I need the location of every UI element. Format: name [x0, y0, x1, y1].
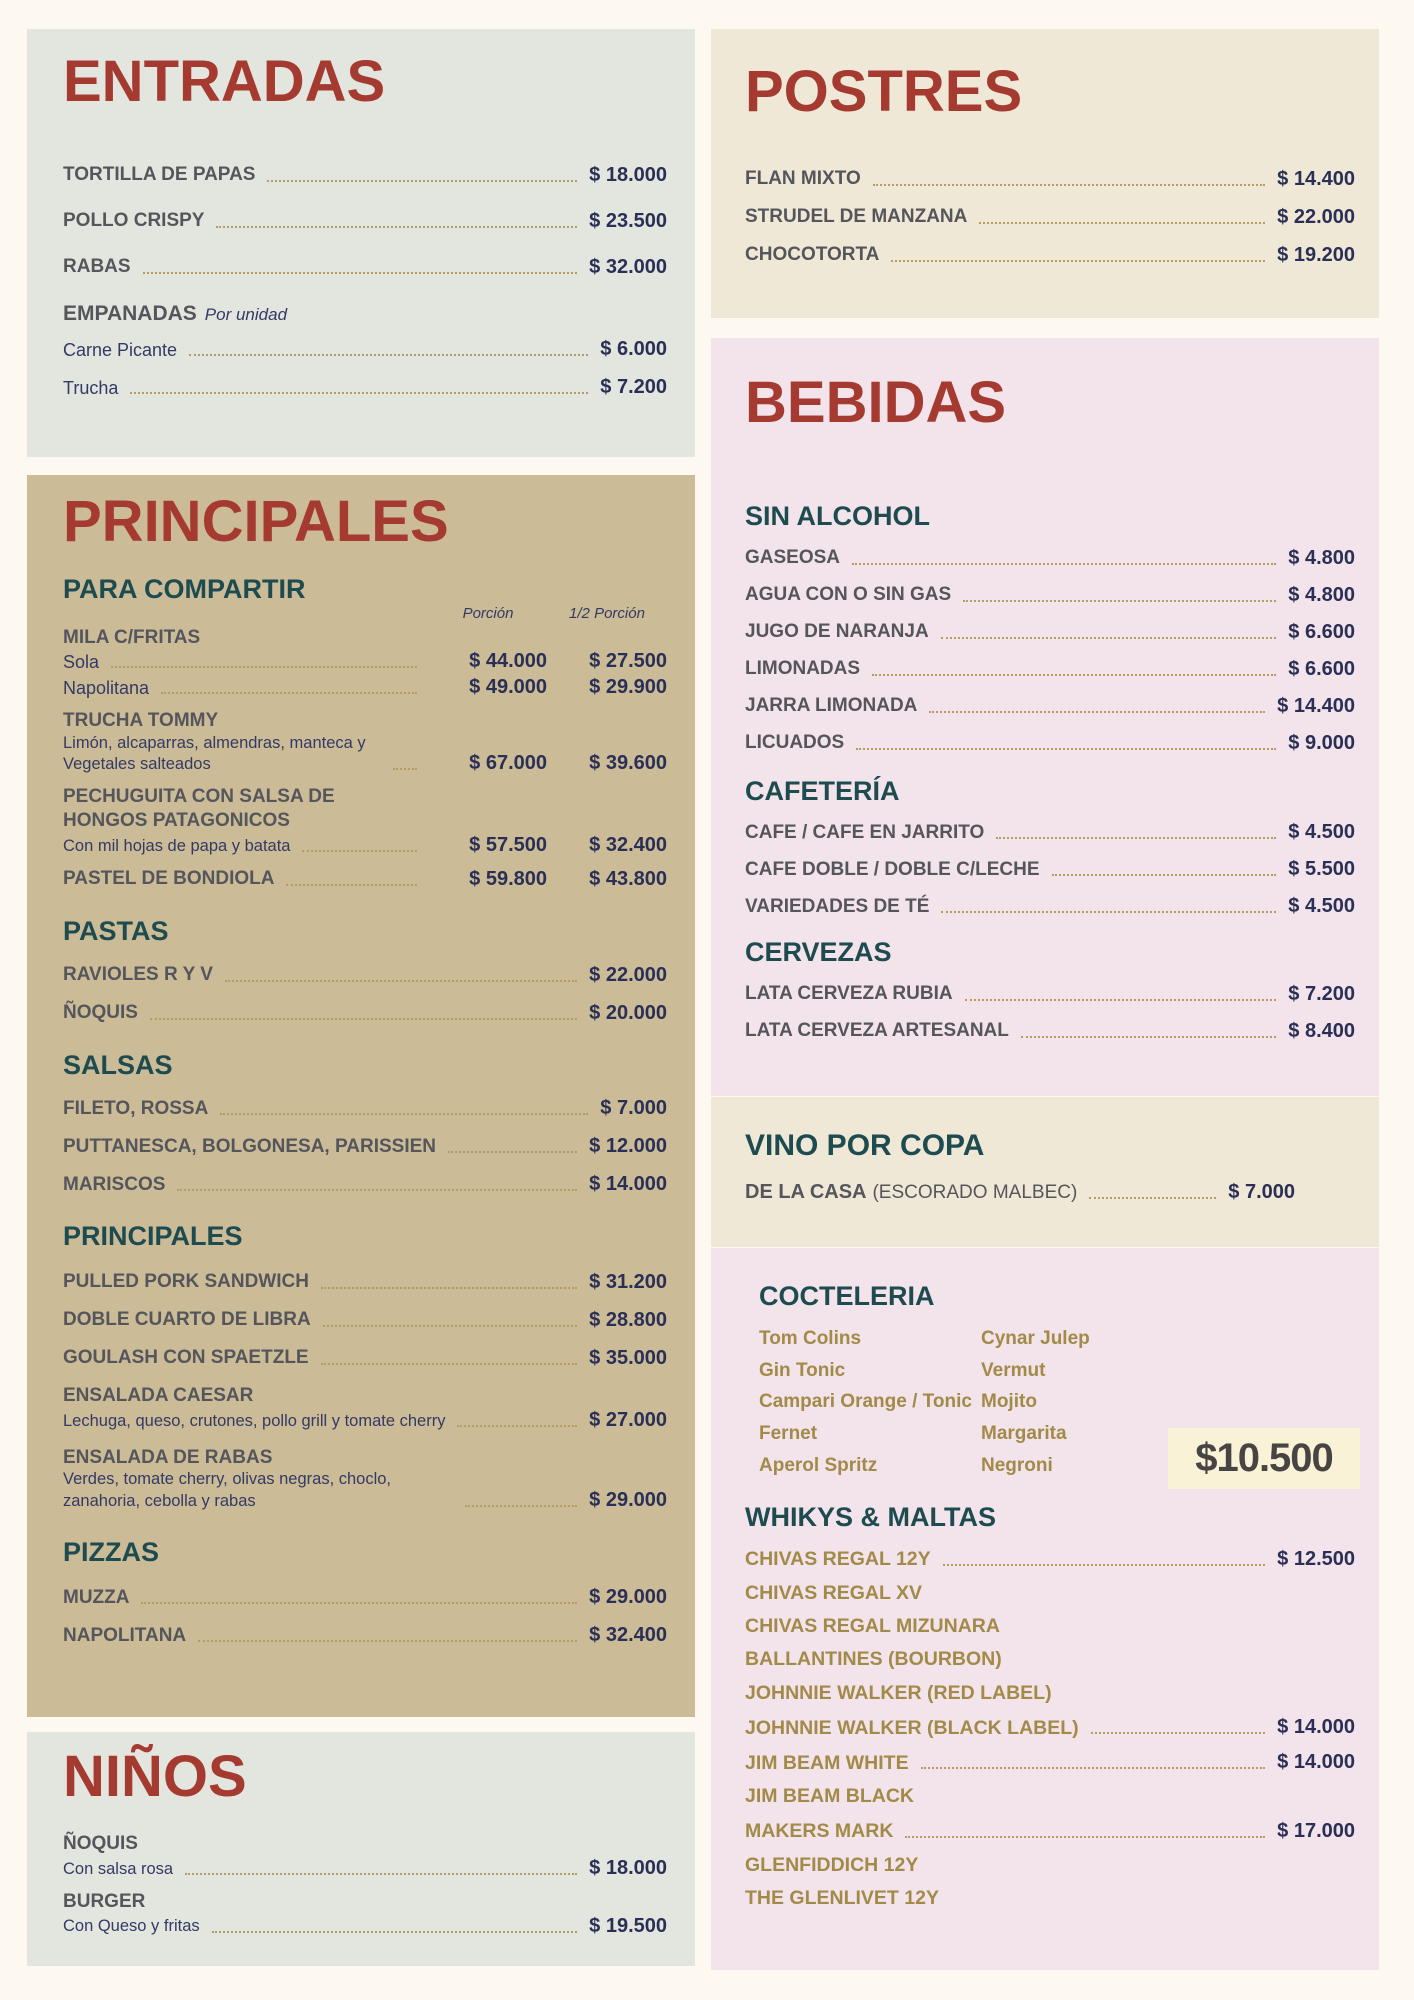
item-name: STRUDEL DE MANZANA	[745, 206, 968, 228]
item-name: JIM BEAM BLACK	[745, 1785, 914, 1808]
menu-item-row	[63, 1408, 667, 1432]
cocktail-item: Vermut	[981, 1359, 1046, 1381]
item-price-full: $ 59.800	[469, 867, 547, 890]
bebidas-title: BEBIDAS	[745, 370, 1007, 435]
item-price: $ 14.000	[1277, 1716, 1355, 1739]
dotted-leader	[448, 1151, 577, 1153]
item-name: JOHNNIE WALKER (RED LABEL)	[745, 1681, 1052, 1704]
dotted-leader	[161, 692, 417, 694]
item-name: MUZZA	[63, 1586, 130, 1608]
item-price: $ 29.000	[589, 1488, 667, 1511]
item-price: $ 14.000	[589, 1173, 667, 1196]
cafeteria-header: CAFETERÍA	[745, 775, 900, 806]
item-name: Trucha	[63, 377, 119, 398]
item-price: $ 12.000	[589, 1135, 667, 1158]
menu-item-row	[745, 1682, 1355, 1704]
item-price: $ 27.000	[589, 1408, 667, 1431]
cervezas-header: CERVEZAS	[745, 937, 892, 968]
dotted-leader	[150, 1018, 577, 1020]
item-price: $ 4.800	[1288, 546, 1355, 569]
menu-item-row	[63, 1001, 667, 1025]
menu-item-row	[745, 894, 1355, 918]
dotted-leader	[996, 837, 1276, 839]
dotted-leader	[143, 272, 578, 274]
dotted-leader	[323, 1325, 577, 1327]
item-price-full: $ 57.500	[469, 833, 547, 856]
menu-item-row	[63, 867, 667, 891]
sin-alcohol-header: SIN ALCOHOL	[745, 501, 930, 531]
dotted-leader	[873, 184, 1265, 186]
ninos-title: NIÑOS	[63, 1744, 247, 1809]
menu-item-row	[745, 1750, 1355, 1774]
cocktail-item: Campari Orange / Tonic	[759, 1391, 972, 1413]
dotted-leader	[941, 911, 1276, 913]
item-name: LICUADOS	[745, 731, 845, 753]
item-price-half: $ 39.600	[589, 752, 667, 775]
item-price: $ 22.000	[1277, 206, 1355, 228]
dotted-leader	[185, 1873, 577, 1875]
menu-item-row	[745, 857, 1355, 881]
menu-item-row	[745, 1582, 1355, 1604]
item-price: $ 6.600	[1288, 657, 1355, 680]
menu-item-row	[745, 731, 1355, 755]
item-name: Carne Picante	[63, 339, 178, 360]
item-price-full: $ 44.000	[469, 650, 547, 673]
menu-item-row	[63, 833, 667, 857]
item-price: $ 32.000	[589, 256, 667, 278]
item-name: FLAN MIXTO	[745, 168, 861, 190]
menu-item-row	[745, 1019, 1355, 1043]
item-name: VARIEDADES DE TÉ	[745, 895, 930, 917]
dotted-leader	[1091, 1732, 1265, 1734]
dotted-leader	[141, 1602, 577, 1604]
item-name: LATA CERVEZA RUBIA	[745, 983, 953, 1005]
menu-item-row	[63, 1172, 667, 1196]
item-name: DE LA CASA	[745, 1181, 867, 1203]
item-price: $ 32.400	[589, 1624, 667, 1647]
item-name: CHIVAS REGAL 12Y	[745, 1548, 931, 1571]
item-name: PASTEL DE BONDIOLA	[63, 868, 275, 890]
menu-item-row	[63, 1308, 667, 1332]
item-name: CHOCOTORTA	[745, 244, 880, 266]
dotted-leader	[111, 666, 417, 668]
dotted-leader	[852, 563, 1276, 565]
cocktail-list	[759, 1328, 1199, 1477]
cocktail-item: Aperol Spritz	[759, 1455, 878, 1477]
menu-item-row	[745, 1785, 1355, 1807]
dotted-leader	[321, 1287, 577, 1289]
item-name: PECHUGUITA CON SALSA DE HONGOS PATAGONICOS	[63, 786, 335, 832]
cocktail-price-badge: $10.500	[1168, 1428, 1360, 1489]
item-price-half: $ 27.500	[589, 650, 667, 673]
ninos-card	[27, 1732, 695, 1966]
dotted-leader	[943, 1564, 1265, 1566]
menu-item-row	[745, 1819, 1355, 1843]
menu-item-row	[63, 963, 667, 987]
item-name: POLLO CRISPY	[63, 210, 205, 232]
menu-item-row	[745, 1180, 1355, 1204]
group-note: Por unidad	[204, 305, 288, 324]
menu-item-row	[63, 337, 667, 361]
item-price: $ 7.000	[600, 1097, 667, 1120]
entradas-title: ENTRADAS	[63, 49, 386, 114]
item-price: $ 18.000	[589, 164, 667, 186]
item-name: RAVIOLES R Y V	[63, 963, 213, 985]
menu-item-row	[745, 620, 1355, 644]
dotted-leader	[465, 1505, 577, 1507]
item-price: $ 7.000	[1228, 1181, 1295, 1203]
bebidas-card	[711, 338, 1379, 1096]
dotted-leader	[891, 260, 1265, 262]
item-name: ENSALADA DE RABAS	[63, 1446, 273, 1468]
item-price: $ 29.000	[589, 1586, 667, 1609]
item-price: $ 22.000	[589, 963, 667, 986]
item-name: LATA CERVEZA ARTESANAL	[745, 1020, 1009, 1042]
menu-item-row	[745, 205, 1355, 229]
item-name: BURGER	[63, 1890, 146, 1912]
menu-item-row	[63, 1346, 667, 1370]
item-name: CHIVAS REGAL MIZUNARA	[745, 1615, 1000, 1638]
item-price: $ 8.400	[1288, 1020, 1355, 1043]
item-price-full: $ 67.000	[469, 752, 547, 775]
item-price: $ 35.000	[589, 1346, 667, 1369]
menu-item-row	[63, 1623, 667, 1647]
item-price: $ 14.400	[1277, 168, 1355, 190]
menu-item-row	[63, 163, 667, 187]
item-description: Con Queso y fritas	[63, 1917, 200, 1936]
menu-item-row	[63, 375, 667, 399]
para-compartir-header: PARA COMPARTIR	[63, 574, 306, 604]
menu-item-row	[745, 1615, 1355, 1637]
item-price: $ 19.500	[589, 1914, 667, 1937]
item-name: LIMONADAS	[745, 657, 861, 679]
variant-name: Sola	[63, 651, 100, 672]
dotted-leader	[189, 354, 588, 356]
cocktail-item: Margarita	[981, 1423, 1067, 1445]
postres-title: POSTRES	[745, 59, 1023, 124]
item-price: $ 6.000	[600, 338, 667, 361]
item-price-full: $ 49.000	[469, 676, 547, 699]
dotted-leader	[198, 1640, 577, 1642]
menu-item-row	[745, 982, 1355, 1006]
dotted-leader	[216, 226, 577, 228]
item-name: CHIVAS REGAL XV	[745, 1581, 922, 1604]
item-name: GOULASH CON SPAETZLE	[63, 1347, 309, 1369]
menu-item-row	[63, 209, 667, 233]
dotted-leader	[1021, 1036, 1276, 1038]
menu-item-row	[63, 1270, 667, 1294]
item-name: BALLANTINES (BOURBON)	[745, 1648, 1002, 1671]
menu-item-row	[63, 1585, 667, 1609]
cocktail-item: Mojito	[981, 1391, 1037, 1413]
dotted-leader	[130, 392, 588, 394]
menu-item-row	[745, 167, 1355, 191]
dotted-leader	[457, 1425, 577, 1427]
dotted-leader	[979, 222, 1265, 224]
menu-item-row	[63, 649, 667, 673]
entradas-card	[27, 29, 695, 457]
item-name: JUGO DE NARANJA	[745, 620, 929, 642]
menu-item-row	[63, 1469, 667, 1511]
item-price-half: $ 32.400	[589, 833, 667, 856]
item-price: $ 4.500	[1288, 895, 1355, 918]
item-price-half: $ 29.900	[589, 676, 667, 699]
menu-item-row	[745, 1547, 1355, 1571]
menu-item-row	[63, 1856, 667, 1880]
menu-item-row	[63, 255, 667, 279]
empanadas-group-header	[63, 301, 667, 327]
item-name: GASEOSA	[745, 546, 841, 568]
cocteleria-header: COCTELERIA	[759, 1281, 935, 1311]
item-price: $ 4.500	[1288, 821, 1355, 844]
item-name: JIM BEAM WHITE	[745, 1751, 909, 1774]
menu-item-row	[745, 1887, 1355, 1909]
principales-sub-header: PRINCIPALES	[63, 1221, 243, 1252]
item-price: $ 14.000	[1277, 1751, 1355, 1774]
item-price: $ 23.500	[589, 210, 667, 232]
item-price: $ 7.200	[600, 376, 667, 399]
dotted-leader	[177, 1189, 577, 1191]
dotted-leader	[963, 600, 1276, 602]
menu-item-row	[745, 1715, 1355, 1739]
item-price: $ 18.000	[589, 1856, 667, 1879]
vino-card	[711, 1097, 1379, 1247]
principales-card	[27, 475, 695, 1717]
cocteleria-card	[711, 1248, 1379, 1970]
dotted-leader	[1089, 1197, 1216, 1199]
column-header-porcion: Porción	[462, 604, 514, 622]
item-name: TRUCHA TOMMY	[63, 710, 219, 732]
menu-item-row	[745, 583, 1355, 607]
item-name: CAFE DOBLE / DOBLE C/LECHE	[745, 858, 1040, 880]
cocktail-item: Gin Tonic	[759, 1359, 846, 1381]
principales-title: PRINCIPALES	[63, 489, 449, 554]
menu-item-row	[63, 1096, 667, 1120]
item-price: $ 20.000	[589, 1001, 667, 1024]
item-name: DOBLE CUARTO DE LIBRA	[63, 1309, 311, 1331]
item-name: NAPOLITANA	[63, 1624, 187, 1646]
menu-item-row	[63, 1914, 667, 1938]
item-description: Limón, alcaparras, almendras, manteca y Vegetales salteados	[63, 734, 366, 774]
salsas-header: SALSAS	[63, 1049, 173, 1080]
item-name: PUTTANESCA, BOLGONESA, PARISSIEN	[63, 1135, 436, 1157]
cocktail-item: Negroni	[981, 1455, 1053, 1477]
item-name: FILETO, ROSSA	[63, 1097, 209, 1119]
dotted-leader	[921, 1767, 1266, 1769]
item-price: $ 17.000	[1277, 1819, 1355, 1842]
dotted-leader	[286, 884, 417, 886]
dotted-leader	[965, 999, 1277, 1001]
item-name: MAKERS MARK	[745, 1820, 894, 1843]
cocktail-item: Tom Colins	[759, 1327, 862, 1349]
item-name: RABAS	[63, 256, 131, 278]
dotted-leader	[856, 748, 1276, 750]
variant-name: Napolitana	[63, 677, 150, 698]
menu-item-row	[63, 733, 667, 775]
item-description: Con mil hojas de papa y batata	[63, 836, 291, 855]
menu-item-row	[745, 546, 1355, 570]
item-price: $ 14.400	[1277, 694, 1355, 717]
item-name: ENSALADA CAESAR	[63, 1384, 254, 1406]
item-price-half: $ 43.800	[589, 867, 667, 890]
item-name: AGUA CON O SIN GAS	[745, 583, 952, 605]
item-name: JOHNNIE WALKER (BLACK LABEL)	[745, 1716, 1079, 1739]
postres-card	[711, 29, 1379, 318]
vino-header: VINO POR COPA	[745, 1129, 985, 1162]
menu-item-row	[745, 820, 1355, 844]
portion-column-headers	[63, 605, 667, 622]
dotted-leader	[225, 980, 577, 982]
pizzas-header: PIZZAS	[63, 1536, 160, 1567]
item-name: GLENFIDDICH 12Y	[745, 1853, 919, 1876]
item-name: MARISCOS	[63, 1173, 166, 1195]
item-price: $ 12.500	[1277, 1547, 1355, 1570]
item-price: $ 7.200	[1288, 983, 1355, 1006]
menu-item-row	[63, 675, 667, 699]
dotted-leader	[872, 674, 1276, 676]
item-price: $ 31.200	[589, 1270, 667, 1293]
menu-item-row	[745, 694, 1355, 718]
item-price: $ 9.000	[1288, 731, 1355, 754]
dotted-leader	[321, 1363, 578, 1365]
dotted-leader	[212, 1931, 578, 1933]
column-header-media-porcion: 1/2 Porción	[569, 604, 645, 622]
menu-item-row	[745, 1854, 1355, 1876]
item-price: $ 28.800	[589, 1308, 667, 1331]
item-name: MILA C/FRITAS	[63, 626, 201, 648]
menu-item-row	[745, 1648, 1355, 1670]
item-price: $ 5.500	[1288, 858, 1355, 881]
item-price: $ 6.600	[1288, 620, 1355, 643]
item-price: $ 4.800	[1288, 583, 1355, 606]
dotted-leader	[302, 850, 417, 852]
dotted-leader	[1052, 874, 1277, 876]
dotted-leader	[220, 1113, 588, 1115]
item-name: THE GLENLIVET 12Y	[745, 1887, 939, 1910]
dotted-leader	[905, 1836, 1265, 1838]
item-description: Verdes, tomate cherry, olivas negras, choclo, zanahoria, cebolla y rabas	[63, 1470, 392, 1510]
menu-item-row	[745, 657, 1355, 681]
pastas-header: PASTAS	[63, 915, 169, 946]
item-name: ÑOQUIS	[63, 1001, 138, 1023]
item-name: ÑOQUIS	[63, 1833, 138, 1854]
whiskys-header: WHIKYS & MALTAS	[745, 1501, 996, 1532]
menu-item-row	[745, 243, 1355, 267]
item-detail: (ESCORADO MALBEC)	[872, 1182, 1078, 1203]
item-name: CAFE / CAFE EN JARRITO	[745, 821, 985, 843]
cocktail-item: Cynar Julep	[981, 1327, 1090, 1349]
item-description: Lechuga, queso, crutones, pollo grill y tomate cherry	[63, 1411, 446, 1430]
dotted-leader	[941, 637, 1277, 639]
group-name: EMPANADAS	[63, 302, 197, 325]
item-name: JARRA LIMONADA	[745, 694, 918, 716]
item-name: PULLED PORK SANDWICH	[63, 1271, 309, 1293]
dotted-leader	[267, 180, 577, 182]
dotted-leader	[929, 711, 1265, 713]
item-name: TORTILLA DE PAPAS	[63, 164, 256, 186]
cocktail-item: Fernet	[759, 1423, 818, 1445]
item-price: $ 19.200	[1277, 244, 1355, 266]
whiskys-list	[745, 1547, 1355, 1910]
dotted-leader	[393, 768, 417, 770]
menu-item-row	[63, 1134, 667, 1158]
item-description: Con salsa rosa	[63, 1859, 174, 1878]
